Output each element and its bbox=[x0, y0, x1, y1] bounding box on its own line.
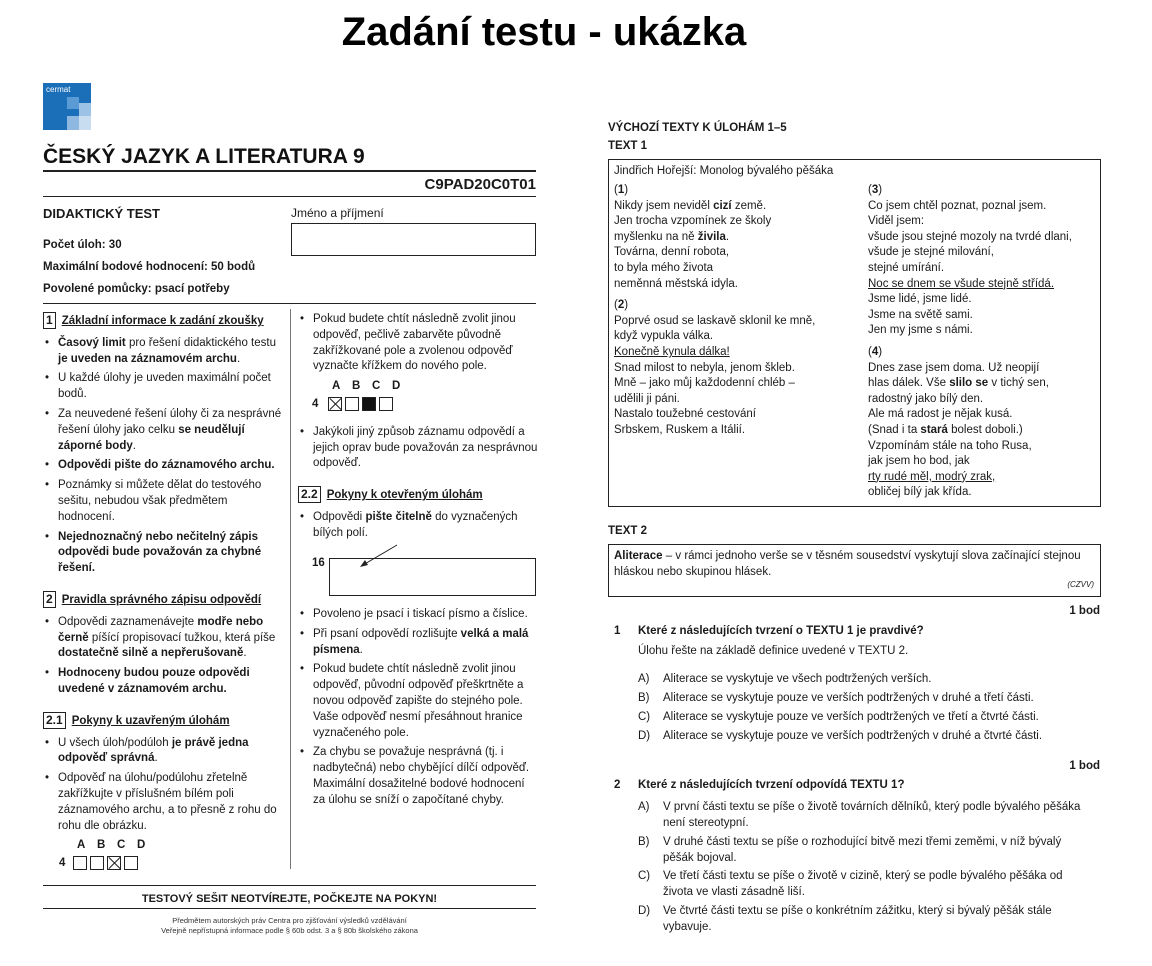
checkbox bbox=[90, 856, 104, 870]
verse: všude jsou stejné mozoly na tvrdé dlani, bbox=[868, 230, 1072, 243]
answer-example-crossed: 4 bbox=[43, 856, 283, 872]
info-allowed-tools: Povolené pomůcky: psací potřeby bbox=[43, 283, 230, 295]
verse: neměnná městská idyla. bbox=[614, 277, 739, 290]
verse: Mně – jako můj každodenní chléb – bbox=[614, 377, 795, 390]
list-item: • Pokud budete chtít následně zvolit jinou odpověď, pečlivě zabarvěte původně zakřížkované pole a zvolenou odpověď vyznačte křížkem do nového pole. bbox=[298, 312, 538, 375]
section21-list bbox=[43, 736, 283, 835]
verse: myšlenku na ně živila. bbox=[614, 230, 730, 243]
verse: Nikdy jsem neviděl cizí země. bbox=[614, 199, 767, 212]
list-item: • Odpověď na úlohu/podúlohu zřetelně zakřížkujte v příslušném bílém poli záznamového archu, a to přesně z rohu do rohu dle obrázku. bbox=[43, 771, 283, 834]
checkbox bbox=[73, 856, 87, 870]
question-number: 1 bbox=[614, 625, 621, 637]
section1-list bbox=[43, 336, 283, 577]
question-text: Které z následujících tvrzení o TEXTU 1 je pravdivé? bbox=[638, 625, 924, 637]
verse-underlined: Noc se dnem se všude stejně střídá. bbox=[868, 277, 1055, 290]
section-heading: 2 Pravidla správného zápisu odpovědí bbox=[43, 591, 283, 609]
poem-title: Jindřich Hořejší: Monolog bývalého pěšáka bbox=[614, 165, 834, 177]
verse: Viděl jsem: bbox=[868, 215, 925, 228]
answer-option[interactable]: A) Aliterace se vyskytuje ve všech podtržených verších. bbox=[638, 673, 932, 685]
verse: Ale má radost je nějak kusá. bbox=[868, 408, 1013, 421]
test-code: C9PAD20C0T01 bbox=[424, 176, 536, 193]
divider bbox=[43, 170, 536, 172]
verse: Jsme lidé, jsme lidé. bbox=[868, 293, 972, 306]
verse: Srbskem, Ruskem a Itálií. bbox=[614, 423, 746, 436]
verse: Dnes zase jsem doma. Už neopijí bbox=[868, 361, 1040, 374]
list-item: • Povoleno je psací i tiskací písmo a číslice. bbox=[298, 607, 538, 623]
verse: když vypukla válka. bbox=[614, 330, 714, 343]
logo-text: cermat bbox=[46, 85, 71, 94]
answer-option[interactable]: D) Aliterace se vyskytuje pouze ve verších podtržených v druhé a čtvrté části. bbox=[638, 730, 1043, 742]
list-item: • U každé úlohy je uveden maximální počet bodů. bbox=[43, 371, 283, 403]
section-heading: 2.2 Pokyny k otevřeným úlohám bbox=[298, 486, 538, 504]
section22-list bbox=[298, 510, 538, 542]
page-banner-title: Zadání testu - ukázka bbox=[341, 10, 747, 54]
list-item: • Za neuvedené řešení úlohy či za nesprávné řešení úlohy jako celku se neudělují záporné body. bbox=[43, 407, 283, 454]
legal-note: Veřejně nepřístupná informace podle § 60b odst. 3 a § 80b školského zákona bbox=[161, 926, 418, 935]
part-number: (2) bbox=[614, 299, 629, 312]
list-item: • Pokud budete chtít následně zvolit jinou odpověď, původní odpověď přeškrtněte a novou odpověď zapište do stejného pole. Vaše odpověď nesmí přesáhnout hranice vyznačeného pole. bbox=[298, 662, 538, 741]
copyright-note: Předmětem autorských práv Centra pro zjišťování výsledků vzdělávání bbox=[172, 916, 407, 925]
checkbox bbox=[124, 856, 138, 870]
answer-option[interactable]: D) Ve čtvrté části textu se píše o konkrétním zážitku, který si bývalý pěšák stále vybavuje. bbox=[638, 905, 1052, 933]
verse: Jen trocha vzpomínek ze školy bbox=[614, 215, 772, 228]
points-label: 1 bod bbox=[1069, 605, 1100, 617]
list-item: • Odpovědi pište do záznamového archu. bbox=[43, 458, 283, 474]
part-number: (3) bbox=[868, 184, 883, 196]
list-item: • Odpovědi pište čitelně do vyznačených bílých polí. bbox=[298, 510, 538, 542]
verse-underlined: rty rudé měl, modrý zrak, bbox=[868, 470, 996, 483]
answer-option[interactable]: B) V druhé části textu se píše o rozhodující bitvě mezi třemi zeměmi, v níž bývalý pěšák bojoval. bbox=[638, 836, 1062, 864]
name-field[interactable] bbox=[291, 223, 536, 256]
answer-option[interactable]: A) V první části textu se píše o životě továrních dělníků, který podle bývalého pěšáka není stereotypní. bbox=[638, 801, 1081, 829]
checkbox-crossed bbox=[107, 856, 121, 870]
section-heading: 1 Základní informace k zadání zkoušky bbox=[43, 312, 283, 330]
open-answer-number: 16 bbox=[312, 557, 325, 569]
poem-right-column bbox=[868, 183, 1098, 501]
answer-option[interactable]: C) Aliterace se vyskytuje pouze ve verších podtržených ve třetí a čtvrté části. bbox=[638, 711, 1039, 723]
arrow-icon bbox=[355, 543, 400, 569]
checkbox bbox=[345, 397, 359, 411]
part-number: (4) bbox=[868, 345, 883, 358]
checkbox-crossed bbox=[328, 397, 342, 411]
source-note: (CZVV) bbox=[1067, 580, 1094, 589]
verse: Nastalo toužebné cestování bbox=[614, 408, 756, 421]
checkbox-filled bbox=[362, 397, 376, 411]
answer-option[interactable]: B) Aliterace se vyskytuje pouze ve verších podtržených v druhé a třetí části. bbox=[638, 692, 1034, 704]
warning-text: TESTOVÝ SEŠIT NEOTVÍREJTE, POČKEJTE NA POKYN! bbox=[141, 893, 438, 905]
writing-rules-list bbox=[298, 607, 538, 809]
answer-example-corrected: 4 bbox=[298, 397, 538, 413]
list-item: • U všech úloh/podúloh je právě jedna odpověď správná. bbox=[43, 736, 283, 768]
instructions-right-column-lower bbox=[298, 607, 538, 813]
instructions-right-column bbox=[298, 312, 538, 546]
verse: Jsme na světě sami. bbox=[868, 308, 973, 321]
verse: udělili ji páni. bbox=[614, 392, 680, 405]
abcd-header: A B C D bbox=[77, 839, 146, 852]
name-label: Jméno a příjmení bbox=[291, 206, 384, 220]
verse: Co jsem chtěl poznat, poznal jsem. bbox=[868, 199, 1047, 212]
list-item: • Hodnoceny budou pouze odpovědi uvedené v záznamovém archu. bbox=[43, 666, 283, 698]
part-number: (1) bbox=[614, 184, 629, 196]
verse: Vzpomínám stále na toho Rusa, bbox=[868, 439, 1032, 452]
verse: hlas dálek. Vše slilo se v tichý sen, bbox=[868, 377, 1049, 390]
verse: stejné umírání. bbox=[868, 261, 945, 274]
column-divider bbox=[290, 309, 291, 869]
info-max-points: Maximální bodové hodnocení: 50 bodů bbox=[43, 261, 256, 273]
verse: jak jsem ho bod, jak bbox=[868, 455, 970, 468]
verse: to byla mého života bbox=[614, 261, 714, 274]
list-item: • Za chybu se považuje nesprávná (tj. i nadbytečná) nebo chybějící dílčí odpověď. Maximální dosažitelné bodové hodnocení za úlohu se sníží o započítané chyby. bbox=[298, 745, 538, 808]
definition-text: – v rámci jednoho verše se v těsném sousedství vyskytují slova začínající stejnou hláskou nebo skupinou hlásek. bbox=[614, 550, 1081, 578]
subject-title: ČESKÝ JAZYK A LITERATURA 9 bbox=[43, 145, 365, 168]
verse: Snad milost to nebyla, jenom škleb. bbox=[614, 361, 795, 374]
list-item: • Nejednoznačný nebo nečitelný zápis odpovědi bude považován za chybné řešení. bbox=[43, 530, 283, 577]
verse: Továrna, denní robota, bbox=[614, 246, 730, 259]
section-heading: 2.1 Pokyny k uzavřeným úlohám bbox=[43, 712, 283, 730]
verse: (Snad i ta stará bolest doboli.) bbox=[868, 423, 1023, 436]
cermat-logo bbox=[43, 83, 91, 130]
poem-left-column bbox=[614, 183, 859, 439]
divider bbox=[43, 908, 536, 909]
divider bbox=[43, 196, 536, 197]
divider bbox=[43, 303, 536, 304]
divider bbox=[43, 885, 536, 886]
source-texts-heading: VÝCHOZÍ TEXTY K ÚLOHÁM 1–5 bbox=[608, 122, 787, 134]
verse: radostný jako bílý den. bbox=[868, 392, 984, 405]
list-item: • Jakýkoli jiný způsob záznamu odpovědí a jejich oprav bude považován za nesprávnou odpověď. bbox=[298, 425, 538, 472]
verse: Poprvé osud se laskavě sklonil ke mně, bbox=[614, 314, 816, 327]
list-item: • Při psaní odpovědí rozlišujte velká a malá písmena. bbox=[298, 627, 538, 659]
info-task-count: Počet úloh: 30 bbox=[43, 239, 122, 251]
question-subtext: Úlohu řešte na základě definice uvedené v TEXTU 2. bbox=[638, 645, 909, 657]
checkbox bbox=[379, 397, 393, 411]
text2-box bbox=[608, 544, 1101, 597]
section2-list bbox=[43, 615, 283, 698]
abcd-header: A B C D bbox=[332, 380, 401, 393]
verse: všude je stejné milování, bbox=[868, 246, 994, 259]
verse-underlined: Konečně kynula dálka! bbox=[614, 345, 730, 358]
test-type: DIDAKTICKÝ TEST bbox=[43, 206, 160, 221]
list-item: • Časový limit pro řešení didaktického testu je uveden na záznamovém archu. bbox=[43, 336, 283, 368]
question-number: 2 bbox=[614, 779, 621, 791]
list-item: • Odpovědi zaznamenávejte modře nebo černě píšící propisovací tužkou, která píše dostatečně silně a nepřerušovaně. bbox=[43, 615, 283, 662]
verse: Jen my jsme s námi. bbox=[868, 324, 973, 337]
answer-option[interactable]: C) Ve třetí části textu se píše o životě v cizině, který se podle bývalého pěšáka od života ve vlasti zásadně liší. bbox=[638, 870, 1063, 898]
points-label: 1 bod bbox=[1069, 760, 1100, 772]
question-text: Které z následujících tvrzení odpovídá TEXTU 1? bbox=[638, 779, 905, 791]
text1-label: TEXT 1 bbox=[608, 140, 647, 152]
correction-list bbox=[298, 312, 538, 375]
text2-label: TEXT 2 bbox=[608, 525, 647, 537]
instructions-left-column bbox=[43, 312, 283, 872]
list-item: • Poznámky si můžete dělat do testového sešitu, nebudou však předmětem hodnocení. bbox=[43, 478, 283, 525]
definition-term: Aliterace bbox=[614, 550, 663, 562]
verse: obličej bílý jak křída. bbox=[868, 486, 972, 499]
other-method-list bbox=[298, 425, 538, 472]
